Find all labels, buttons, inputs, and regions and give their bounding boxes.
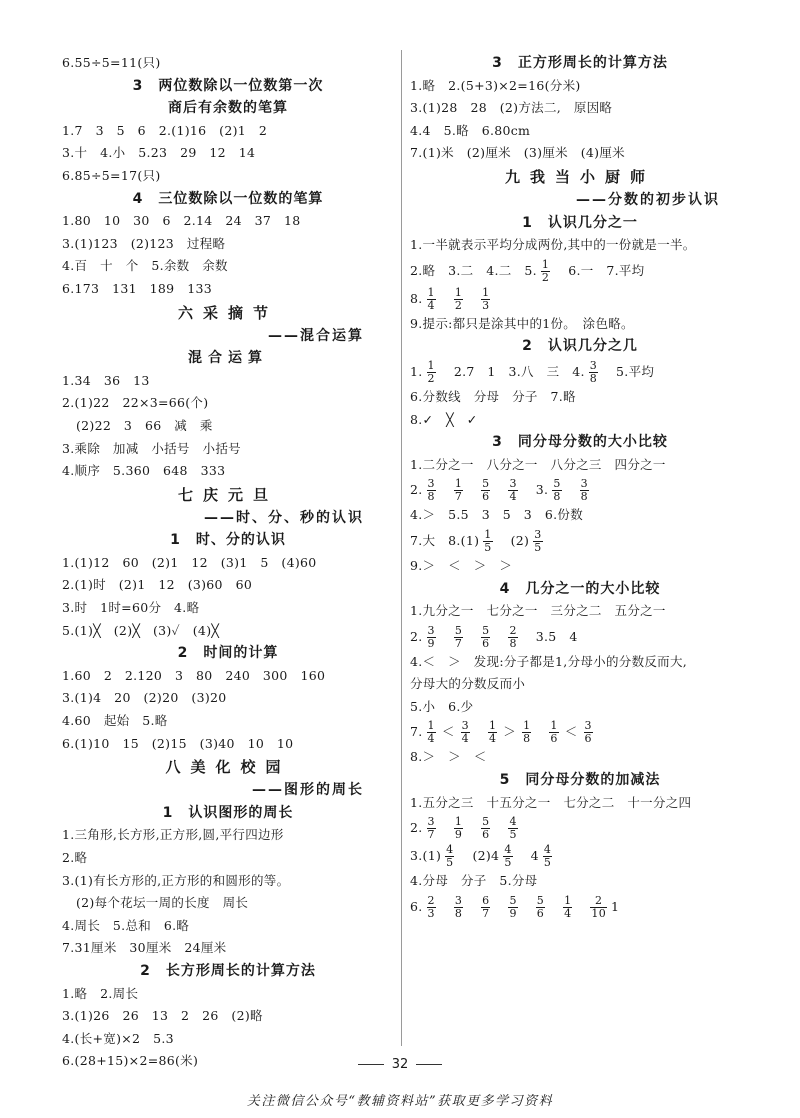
fraction [541, 259, 550, 284]
fraction-denominator: 8 [580, 490, 588, 504]
answer-text: 5.平均 [616, 363, 655, 379]
answer-line: 1.80 10 30 6 2.14 24 37 18 [62, 213, 301, 229]
section-heading: 2 认识几分之几 [522, 338, 638, 355]
answer-line: 6.173 131 189 133 [62, 280, 212, 296]
answer-text: 4 [530, 848, 539, 864]
fraction-numerator: 1 [550, 719, 558, 733]
answer-line: (2)22 3 66 减 乘 [76, 417, 213, 433]
fraction [454, 625, 463, 650]
fraction-numerator: 3 [509, 477, 517, 491]
fraction-numerator: 1 [488, 719, 497, 733]
fraction-numerator: 2 [509, 623, 517, 637]
fraction-denominator: 6 [482, 828, 490, 842]
fraction-numerator: 5 [536, 893, 545, 907]
fraction [589, 360, 598, 385]
fraction-group [537, 257, 554, 284]
fraction-denominator: 3 [482, 298, 490, 312]
answer-line: 1.一半就表示平均分成两份,其中的一份就是一半。 [410, 237, 696, 253]
fraction-denominator: 4 [509, 490, 517, 504]
fraction [536, 895, 545, 920]
section-heading: 2 时间的计算 [177, 645, 279, 662]
fraction [508, 895, 517, 920]
fraction [427, 895, 436, 920]
unit-heading: 七庆元旦 [177, 485, 278, 504]
fraction-group [423, 623, 522, 650]
answer-text: 2.略 3.二 4.二 5. [410, 262, 537, 278]
answer-text: 1. [410, 363, 423, 379]
page-number-footer [0, 1057, 800, 1072]
fraction [454, 287, 463, 312]
unit-subheading: ——分数的初步认识 [576, 191, 720, 208]
answer-line: 3.乘除 加减 小括号 小括号 [62, 440, 241, 456]
unit-subheading: ——图形的周长 [252, 782, 364, 799]
fraction-numerator: 1 [523, 719, 531, 733]
fraction-numerator: 5 [553, 477, 561, 491]
answer-line: 6.55÷5=11(只) [62, 55, 161, 70]
answer-text: (2) [510, 532, 530, 548]
fraction-denominator: 7 [454, 636, 463, 650]
fraction-group [479, 527, 496, 554]
footer-dash [416, 1064, 442, 1065]
answer-line: 3.(1)123 (2)123 过程略 [62, 235, 226, 251]
fraction-numerator: 1 [454, 815, 463, 829]
fraction [508, 625, 517, 650]
fraction [481, 287, 490, 312]
answer-line: 5.(1)╳ (2)╳ (3)✓ (4)╳ [62, 622, 220, 638]
fraction [483, 529, 492, 554]
answer-text: 7.大 8.(1) [410, 532, 480, 548]
fraction-group [585, 358, 602, 385]
answer-line: 1.60 2 2.120 3 80 240 300 160 [62, 667, 326, 683]
fraction [522, 720, 531, 745]
fraction-group [499, 843, 516, 870]
fraction-numerator: 1 [484, 527, 492, 541]
fraction-numerator: 3 [461, 719, 469, 733]
unit-subheading: ——时、分、秒的认识 [204, 509, 364, 526]
answer-line: 2.(1)22 22×3=66(个) [62, 395, 209, 411]
promo-footer: 关注微信公众号“教辅资料站”获取更多学习资料 [246, 1094, 554, 1109]
fraction-group [441, 843, 458, 870]
fraction-denominator: 2 [427, 371, 435, 385]
answer-text: 6. [410, 898, 423, 914]
answer-text: 2.7 1 3.八 三 4. [453, 363, 585, 379]
answer-line: 3.时 1时=60分 4.略 [62, 600, 200, 616]
fraction-numerator: 2 [427, 893, 435, 907]
fraction-group [529, 527, 546, 554]
fraction [580, 478, 589, 503]
fraction [454, 478, 463, 503]
unit-heading: 九我当小厨师 [504, 167, 655, 186]
unit-heading: 六采摘节 [177, 303, 278, 322]
answer-line: 1.略 2.(5+3)×2=16(分米) [410, 77, 581, 93]
answer-line: 1.7 3 5 6 2.(1)16 (2)1 2 [62, 122, 268, 138]
fraction-denominator: 8 [454, 906, 463, 920]
fraction-denominator: 6 [584, 732, 592, 746]
fraction-denominator: 9 [509, 906, 517, 920]
answer-text: 1 [611, 898, 620, 914]
fraction-numerator: 1 [427, 285, 435, 299]
answer-line [410, 623, 750, 651]
answer-line: 2.(1)时 (2)1 12 (3)60 60 [62, 577, 253, 593]
answer-text: 7. [410, 724, 423, 740]
fraction-denominator: 6 [482, 636, 490, 650]
fraction-numerator: 3 [427, 623, 435, 637]
fraction-denominator: 7 [427, 828, 435, 842]
fraction-numerator: 1 [541, 257, 550, 271]
answer-text: 2. [410, 820, 423, 836]
fraction-numerator: 1 [454, 477, 463, 491]
fraction-numerator: 3 [427, 815, 435, 829]
fraction [488, 720, 497, 745]
fraction-numerator: 3 [534, 527, 542, 541]
comparison-sign: ＞ [503, 724, 517, 740]
answer-line: 分母大的分数反而小 [410, 676, 526, 692]
answer-line: 3.(1)有长方形的,正方形的和圆形的等。 [62, 872, 290, 888]
fraction-denominator: 4 [427, 732, 435, 746]
fraction-numerator: 5 [482, 623, 490, 637]
answer-line: 9.提示:都只是涂其中的1份。 涂色略。 [410, 315, 634, 331]
answer-line: 1.五分之三 十五分之一 七分之二 十一分之四 [410, 794, 692, 810]
fraction-denominator: 5 [509, 828, 517, 842]
answer-line: 4.分母 分子 5.分母 [410, 873, 538, 889]
answer-line [410, 476, 750, 504]
answer-text: 8. [410, 290, 423, 306]
answer-line: 4.4 5.略 6.80cm [410, 122, 531, 138]
fraction-group [423, 358, 440, 385]
fraction-denominator: 5 [534, 540, 542, 554]
unit-heading: 八美化校园 [165, 758, 291, 777]
fraction-numerator: 5 [509, 893, 517, 907]
fraction [563, 895, 572, 920]
fraction [454, 895, 463, 920]
fraction-numerator: 5 [454, 623, 463, 637]
fraction-denominator: 10 [591, 906, 607, 920]
fraction-denominator: 5 [504, 856, 512, 870]
fraction [552, 478, 561, 503]
fraction [427, 720, 436, 745]
answer-line [410, 718, 750, 746]
fraction-denominator: 6 [482, 490, 490, 504]
fraction-denominator: 6 [550, 732, 558, 746]
fraction-denominator: 3 [427, 906, 435, 920]
fraction-numerator: 6 [482, 893, 490, 907]
fraction-denominator: 4 [488, 732, 497, 746]
section-heading: 1 认识图形的周长 [162, 804, 294, 821]
fraction-denominator: 8 [589, 371, 598, 385]
section-heading: 5 同分母分数的加减法 [499, 772, 661, 789]
answer-line: 8.✓ ╳ ✓ [410, 411, 478, 427]
answer-line: 1.九分之一 七分之一 三分之二 五分之一 [410, 603, 666, 619]
fraction-denominator: 7 [454, 490, 463, 504]
answer-line: 8.＞ ＞ ＜ [410, 749, 487, 765]
answer-line [410, 814, 750, 842]
fraction [427, 287, 436, 312]
answer-line: 6.(28+15)×2=86(米) [62, 1053, 199, 1069]
fraction [445, 844, 454, 869]
fraction-denominator: 8 [553, 490, 561, 504]
fraction-numerator: 2 [595, 893, 603, 907]
fraction-numerator: 1 [427, 719, 435, 733]
fraction-denominator: 6 [536, 906, 545, 920]
fraction-numerator: 5 [482, 477, 490, 491]
answer-line: 1.二分之一 八分之一 八分之三 四分之一 [410, 456, 666, 472]
fraction-denominator: 8 [523, 732, 531, 746]
fraction-numerator: 3 [589, 358, 598, 372]
answer-line: 9.＞ ＜ ＞ ＞ [410, 557, 513, 573]
fraction-denominator: 9 [454, 828, 463, 842]
answer-line: 1.(1)12 60 (2)1 12 (3)1 5 (4)60 [62, 554, 317, 570]
answer-line: 1.34 36 13 [62, 372, 150, 388]
answer-line [410, 285, 750, 313]
answer-line: 4.60 起始 5.略 [62, 713, 168, 729]
section-heading: 4 三位数除以一位数的笔算 [132, 190, 324, 207]
section-heading: 3 正方形周长的计算方法 [492, 55, 668, 71]
answer-line: 4.顺序 5.360 648 333 [62, 463, 226, 479]
fraction [454, 816, 463, 841]
answer-text: 6.一 7.平均 [568, 262, 645, 278]
section-heading: 1 时、分的认识 [170, 532, 286, 549]
answer-text: (2)4 [472, 848, 500, 864]
fraction [584, 720, 593, 745]
fraction [481, 478, 490, 503]
answer-line: 7.(1)米 (2)厘米 (3)厘米 (4)厘米 [410, 145, 625, 161]
fraction-numerator: 1 [454, 285, 463, 299]
fraction [427, 360, 436, 385]
answer-line: 6.(1)10 15 (2)15 (3)40 10 10 [62, 735, 294, 751]
fraction-numerator: 4 [446, 843, 454, 857]
fraction-denominator: 9 [427, 636, 435, 650]
fraction [481, 625, 490, 650]
left-column [62, 52, 394, 1073]
answer-line: 5.小 6.少 [410, 698, 474, 714]
answer-line: 4.＞ 5.5 3 5 3 6.份数 [410, 507, 583, 523]
footer-dash [358, 1064, 384, 1065]
fraction-group [539, 843, 556, 870]
fraction [590, 895, 607, 920]
fraction [508, 478, 517, 503]
answer-line [410, 527, 750, 555]
section-heading: 3 两位数除以一位数第一次 [132, 77, 324, 94]
section-heading: 4 几分之一的大小比较 [499, 580, 661, 597]
fraction-group [548, 477, 593, 504]
answer-text: 3.(1) [410, 848, 442, 864]
answer-line: 3.(1)26 26 13 2 26 (2)略 [62, 1008, 263, 1024]
answer-line [410, 893, 750, 921]
section-heading: 商后有余数的笔算 [168, 100, 288, 117]
fraction-numerator: 4 [543, 843, 552, 857]
fraction-numerator: 3 [427, 477, 435, 491]
page-number: 32 [391, 1057, 409, 1072]
fraction-denominator: 4 [427, 298, 435, 312]
answer-line: 7.31厘米 30厘米 24厘米 [62, 940, 227, 956]
answer-line: 3.(1)28 28 (2)方法二, 原因略 [410, 100, 613, 116]
answer-line [410, 358, 750, 386]
fraction-numerator: 1 [564, 893, 572, 907]
fraction-group [423, 815, 522, 842]
fraction [481, 816, 490, 841]
fraction-numerator: 5 [482, 815, 490, 829]
answer-line [410, 257, 750, 285]
fraction [461, 720, 470, 745]
answer-line: 4.＜ ＞ 发现:分子都是1,分母小的分数反而大, [410, 653, 688, 669]
fraction-denominator: 4 [564, 906, 572, 920]
answer-line: 3.十 4.小 5.23 29 12 14 [62, 145, 256, 161]
fraction-denominator: 2 [541, 270, 550, 284]
fraction [533, 529, 542, 554]
fraction-numerator: 4 [509, 815, 517, 829]
section-heading: 3 同分母分数的大小比较 [492, 434, 668, 451]
fraction-group [423, 719, 597, 746]
answer-line: (2)每个花坛一周的长度 周长 [76, 895, 249, 911]
section-heading: 混合运算 [188, 350, 268, 367]
fraction [427, 625, 436, 650]
fraction-denominator: 2 [454, 298, 463, 312]
unit-subheading: ——混合运算 [268, 327, 364, 344]
answer-line: 4.百 十 个 5.余数 余数 [62, 258, 228, 274]
answer-line: 4.周长 5.总和 6.略 [62, 917, 190, 933]
fraction [508, 816, 517, 841]
answer-line: 1.三角形,长方形,正方形,圆,平行四边形 [62, 827, 284, 843]
fraction [427, 478, 436, 503]
fraction-denominator: 4 [461, 732, 469, 746]
fraction-denominator: 8 [509, 636, 517, 650]
fraction [549, 720, 558, 745]
section-heading: 2 长方形周长的计算方法 [140, 962, 316, 979]
fraction-denominator: 7 [482, 906, 490, 920]
fraction-numerator: 3 [580, 477, 588, 491]
answer-line: 3.(1)4 20 (2)20 (3)20 [62, 690, 227, 706]
answer-line: 1.略 2.周长 [62, 985, 139, 1001]
answer-line [410, 842, 750, 870]
answer-line: 4.(长+宽)×2 5.3 [62, 1030, 174, 1046]
fraction [543, 844, 552, 869]
section-heading: 1 认识几分之一 [522, 214, 638, 231]
fraction-group [423, 285, 495, 312]
comparison-sign: ＜ [564, 724, 578, 740]
answer-text: 3. [535, 482, 549, 498]
fraction-denominator: 5 [543, 856, 552, 870]
fraction-numerator: 3 [454, 893, 463, 907]
answer-text: 2. [410, 628, 423, 644]
fraction-numerator: 1 [482, 285, 490, 299]
fraction-denominator: 8 [427, 490, 435, 504]
answer-text: 3.5 4 [535, 628, 578, 644]
column-divider [401, 50, 402, 1046]
fraction-numerator: 4 [504, 843, 512, 857]
answer-line: 6.85÷5=17(只) [62, 167, 161, 183]
answer-line: 6.分数线 分母 分子 7.略 [410, 388, 576, 404]
fraction-denominator: 5 [446, 856, 454, 870]
fraction [427, 816, 436, 841]
fraction-group [423, 477, 522, 504]
fraction-denominator: 5 [484, 540, 492, 554]
fraction [503, 844, 512, 869]
fraction [481, 895, 490, 920]
comparison-sign: ＜ [441, 724, 455, 740]
answer-line: 2.略 [62, 850, 88, 865]
answer-text: 2. [410, 482, 423, 498]
fraction-numerator: 3 [584, 719, 592, 733]
right-column [410, 52, 750, 921]
fraction-group [423, 893, 611, 920]
fraction-numerator: 1 [427, 358, 435, 372]
